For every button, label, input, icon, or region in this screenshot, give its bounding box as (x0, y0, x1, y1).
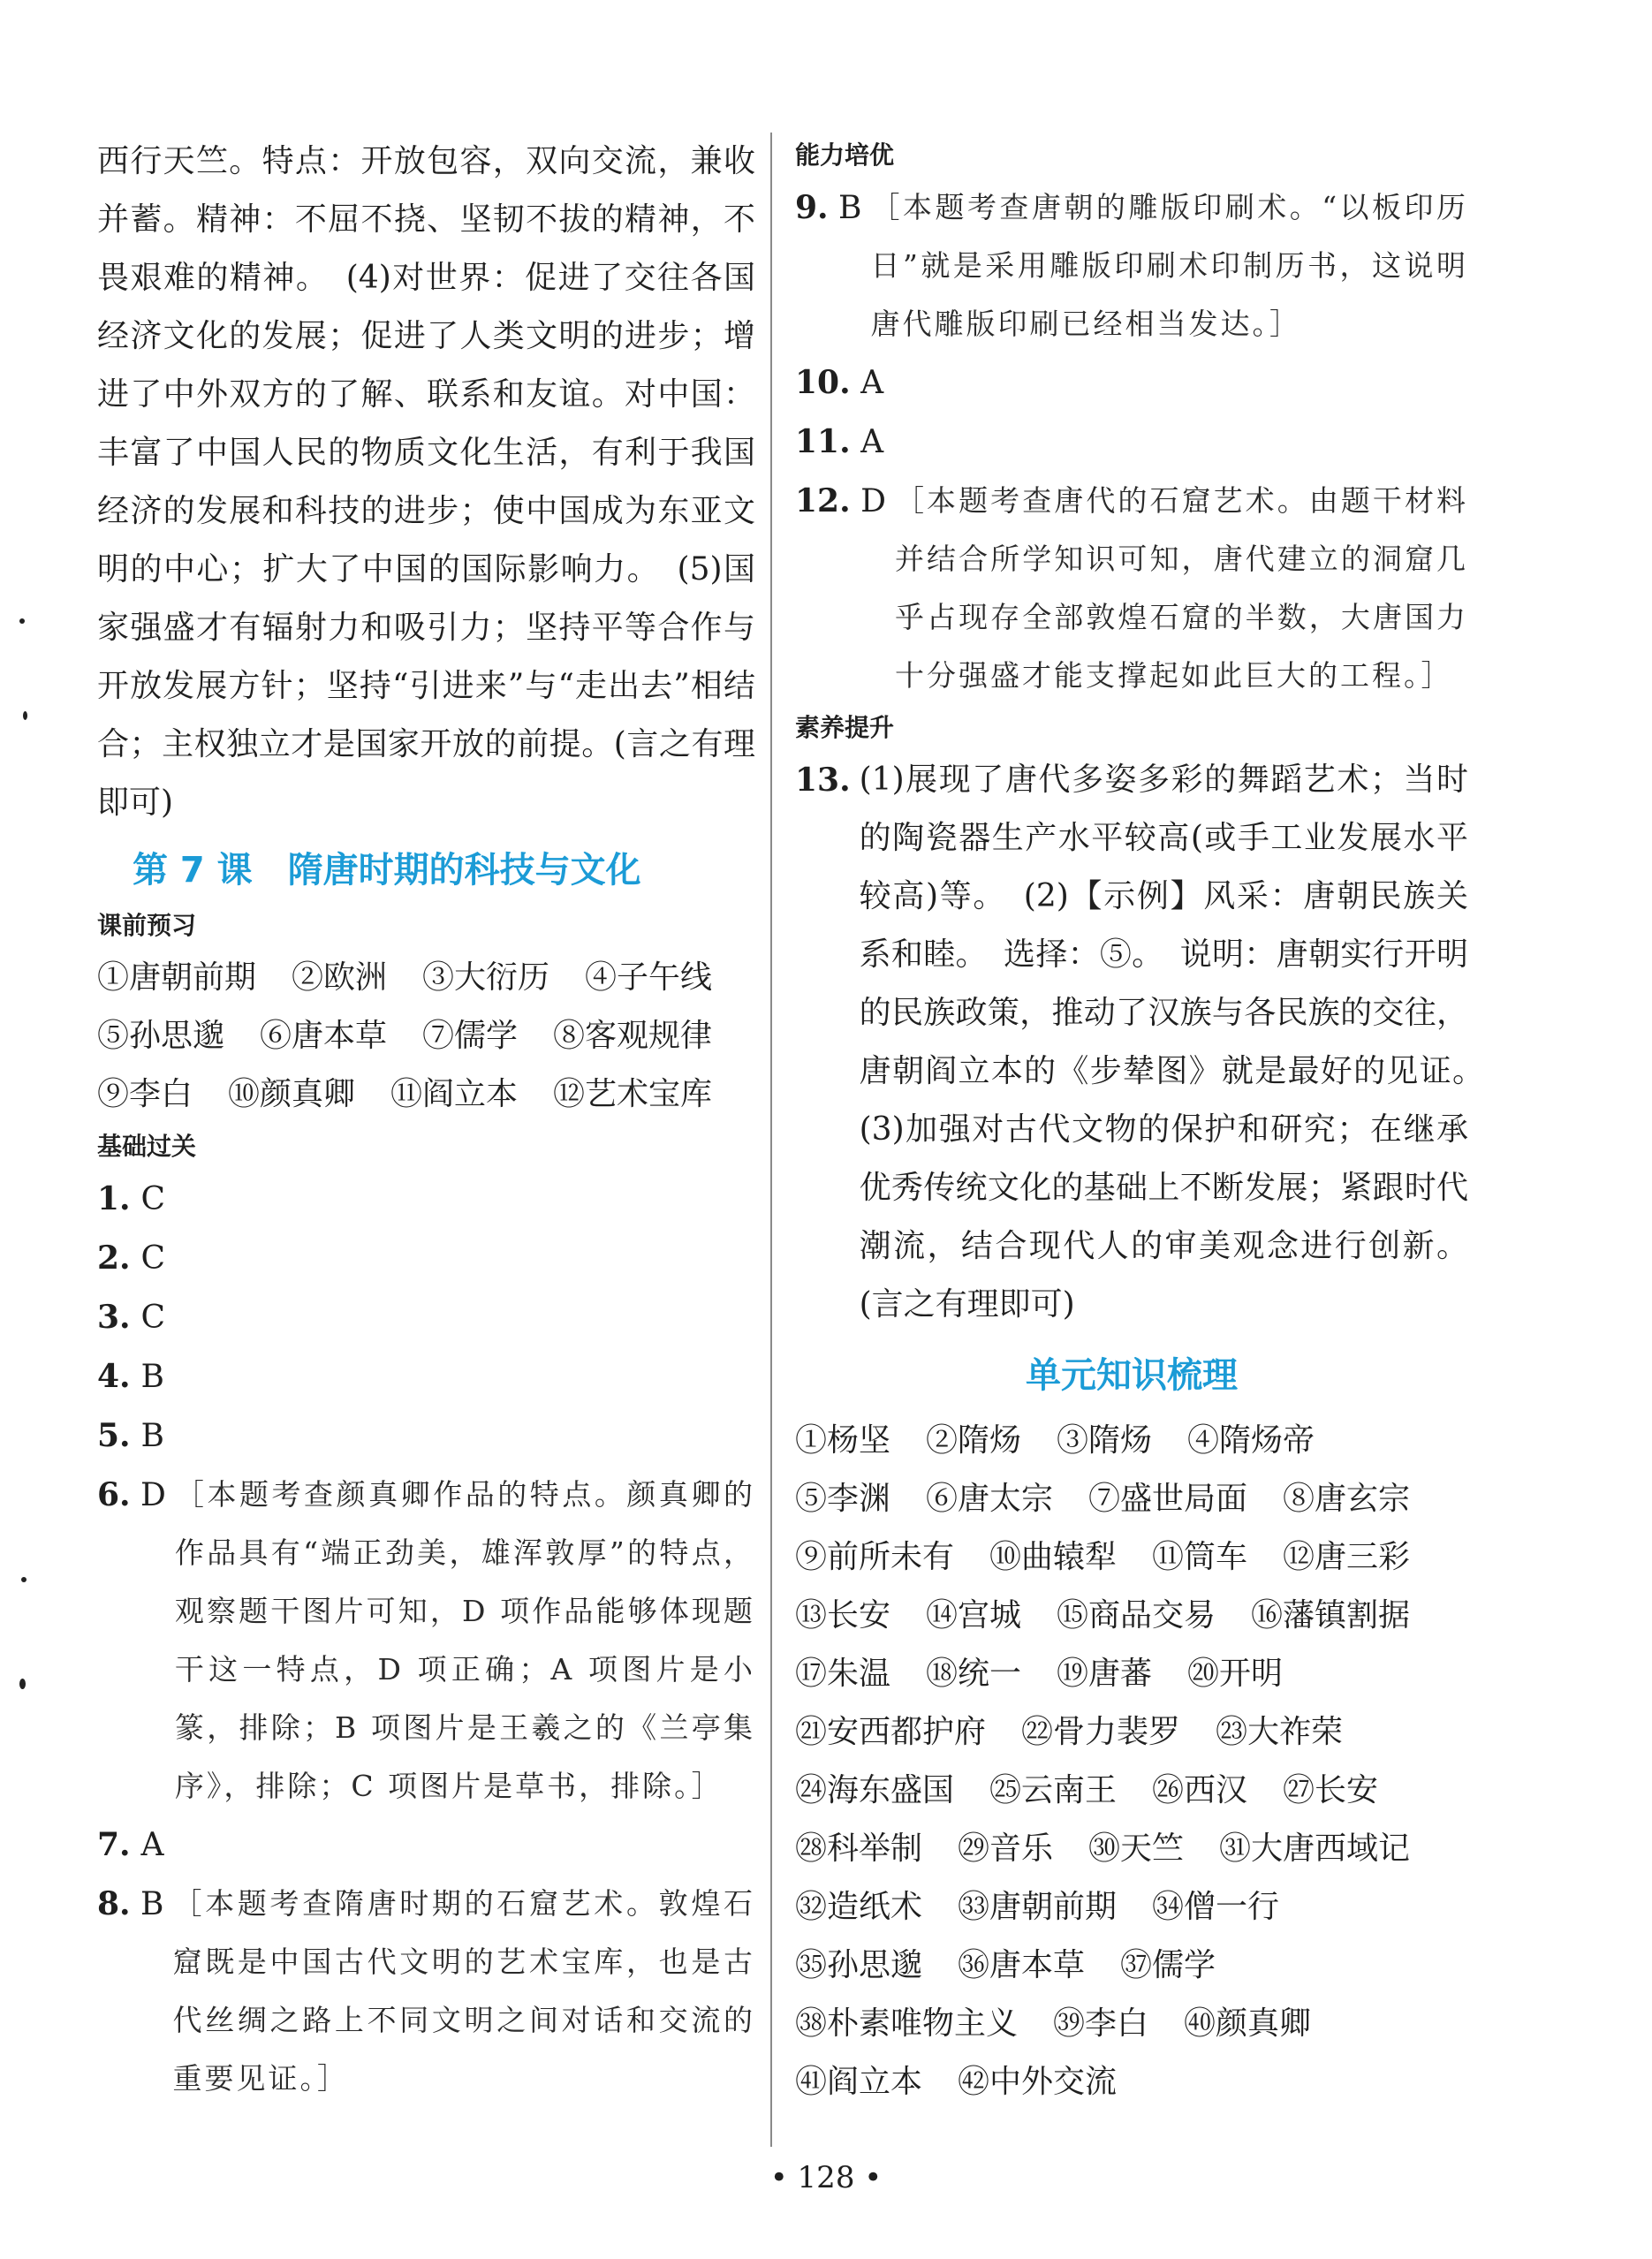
unit-summary-item: ㊵颜真卿 (1184, 2005, 1312, 2042)
question-explanation: ［本题考查唐代的石窟艺术。由题干材料并结合所学知识可知，唐代建立的洞窟几乎占现存全部敦煌石窟的半数，大唐国力十分强盛才能支撑起如此巨大的工程。］ (894, 483, 1468, 693)
preview-answer-item: ⑨李白 (97, 1076, 193, 1112)
unit-summary-item: ①杨坚 (795, 1422, 891, 1459)
basic-answer-row (97, 1347, 755, 1406)
scan-mark (23, 711, 27, 720)
unit-summary-item: ㉚天竺 (1088, 1831, 1185, 1867)
previous-answer-continuation: 西行天竺。特点：开放包容，双向交流，兼收并蓄。精神：不屈不挠、坚韧不拔的精神，不畏艰难的精神。 (4)对世界：促进了交往各国经济文化的发展；促进了人类文明的进步；增进了中外双方的了解、联系和友谊。对中国：丰富了中国人民的物质文化生活，有利于我国经济的发展和科技的进步；使中国成为东亚文明的中心；扩大了中国的国际影响力。 (5)国家强盛才有辐射力和吸引力；坚持平等合作与开放发展方针；坚持“引进来”与“走出去”相结合；主权独立才是国家开放的前提。(言之有理即可) (97, 143, 755, 821)
unit-summary-item: ⑮商品交易 (1057, 1597, 1216, 1634)
unit-summary-item: ㊳朴素唯物主义 (795, 2005, 1019, 2042)
lesson-name: 隋唐时期的科技与文化 (287, 850, 641, 891)
unit-summary-item: ⑲唐蕃 (1057, 1656, 1153, 1692)
unit-summary-item: ⑦盛世局面 (1088, 1481, 1248, 1517)
unit-summary-item: ㊶阎立本 (795, 2064, 923, 2100)
unit-summary-item: ⑯藩镇割据 (1251, 1597, 1411, 1634)
basic-answer-row (97, 1406, 755, 1466)
preview-answer-item: ③大衍历 (422, 959, 550, 996)
unit-summary-item: ㉙音乐 (958, 1831, 1054, 1867)
question-answer: B (140, 1886, 164, 1922)
unit-summary-item: ⑨前所未有 (795, 1539, 955, 1575)
unit-summary-item: ㉞僧一行 (1152, 1889, 1280, 1925)
question-answer: B (140, 1359, 164, 1395)
question-answer: B (838, 190, 862, 226)
scan-mark (21, 1577, 27, 1582)
unit-summary-item: ⑬长安 (795, 1597, 891, 1634)
unit-summary-item: ㉔海东盛国 (795, 1772, 955, 1808)
preview-answer-list (97, 949, 755, 1124)
question-7: 7. A (97, 1826, 164, 1863)
question-answer: D (140, 1477, 166, 1513)
unit-summary-item: ⑥唐太宗 (926, 1481, 1054, 1517)
preview-answer-item: ①唐朝前期 (97, 959, 257, 996)
preview-answer-item: ④子午线 (585, 959, 713, 996)
question-number: 12. (795, 482, 851, 519)
preview-answer-item: ⑤孙思邈 (97, 1018, 225, 1054)
unit-summary-item: ④隋炀帝 (1187, 1422, 1315, 1459)
unit-summary-item: ㊷中外交流 (958, 2064, 1118, 2100)
unit-summary-item: ⑫唐三彩 (1283, 1539, 1411, 1575)
question-number: 5. (97, 1417, 131, 1454)
preview-answer-item: ⑧客观规律 (553, 1018, 713, 1054)
question-number: 9. (795, 189, 829, 226)
basic-answer-row (97, 1170, 755, 1229)
question-explanation: ［本题考查唐朝的雕版印刷术。“以板印历日”就是采用雕版印刷术印制历书，这说明唐代雕版印刷已经相当发达。］ (870, 190, 1468, 341)
scan-mark (19, 618, 25, 624)
lesson-title (133, 839, 755, 901)
question-11: 11. A (795, 423, 884, 460)
section-heading-literacy: 素养提升 (795, 713, 895, 742)
question-10: 10. A (795, 364, 884, 401)
unit-summary-item: ㉛大唐西域记 (1219, 1831, 1411, 1867)
unit-summary-item: ㉕云南王 (989, 1772, 1118, 1808)
unit-summary-item: ㉟孙思邈 (795, 1947, 923, 1983)
unit-summary-item: ㉗长安 (1283, 1772, 1379, 1808)
question-number: 1. (97, 1180, 131, 1217)
question-number: 3. (97, 1299, 131, 1336)
unit-summary-item: ⑤李渊 (795, 1481, 891, 1517)
question-12 (795, 472, 1468, 705)
question-number: 2. (97, 1239, 131, 1277)
question-13 (795, 751, 1501, 1334)
question-8 (97, 1875, 755, 2108)
question-answer: C (140, 1181, 165, 1217)
unit-summary-item: ⑳开明 (1187, 1656, 1284, 1692)
unit-summary-item: ㊲儒学 (1120, 1947, 1216, 1983)
unit-summary-item: ㊱唐本草 (958, 1947, 1086, 1983)
preview-answer-item: ⑪阎立本 (390, 1076, 519, 1112)
unit-summary-item: ㉜造纸术 (795, 1889, 923, 1925)
section-heading-preview: 课前预习 (97, 911, 197, 940)
question-explanation: ［本题考查颜真卿作品的特点。颜真卿的作品具有“端正劲美，雄浑敦厚”的特点，观察题干图片可知，D 项作品能够体现题干这一特点，D 项正确；A 项图片是小篆，排除；B 项图片是王羲之的《兰亭集序》，排除；C 项图片是草书，排除。］ (174, 1477, 755, 1803)
unit-summary-item: ㉑安西都护府 (795, 1714, 987, 1750)
unit-summary-item: ③隋炀 (1057, 1422, 1153, 1459)
question-answer-text: (1)展现了唐代多姿多彩的舞蹈艺术；当时的陶瓷器生产水平较高(或手工业发展水平较高)等。 (2)【示例】风采：唐朝民族关系和睦。 选择：⑤。 说明：唐朝实行开明的民族政策，推动了汉族与各民族的交往，唐朝阎立本的《步辇图》就是最好的见证。 (3)加强对古代文物的保护和研究；在继承优秀传统文化的基础上不断发展；紧跟时代潮流，结合现代人的审美观念进行创新。(言之有理即可) (859, 762, 1501, 1323)
question-answer: C (140, 1300, 165, 1336)
left-column (97, 133, 755, 2108)
question-answer: B (140, 1418, 164, 1454)
unit-summary-item: ⑰朱温 (795, 1656, 891, 1692)
unit-summary-item: ㊴李白 (1053, 2005, 1149, 2042)
column-divider (770, 133, 772, 2147)
right-column (795, 133, 1501, 2111)
unit-summary-item: ⑱统一 (926, 1656, 1022, 1692)
preview-answer-item: ⑥唐本草 (260, 1018, 388, 1054)
scan-mark (19, 1679, 26, 1689)
basic-answer-list (97, 1170, 755, 1466)
section-heading-basic: 基础过关 (97, 1132, 197, 1161)
basic-answer-row (97, 1288, 755, 1347)
unit-summary-item: ㉝唐朝前期 (958, 1889, 1118, 1925)
unit-summary-item: ⑪筒车 (1152, 1539, 1248, 1575)
section-heading-ability: 能力培优 (795, 140, 895, 170)
question-9 (795, 178, 1468, 353)
question-number: 13. (795, 762, 851, 799)
preview-answer-item: ⑫艺术宝库 (553, 1076, 713, 1112)
question-answer: C (140, 1240, 165, 1277)
unit-summary-item: ②隋炀 (926, 1422, 1022, 1459)
basic-answer-row (97, 1229, 755, 1288)
question-explanation: ［本题考查隋唐时期的石窟艺术。敦煌石窟既是中国古代文明的艺术宝库，也是古代丝绸之路上不同文明之间对话和交流的重要见证。］ (172, 1886, 755, 2096)
question-6 (97, 1466, 755, 1816)
unit-summary-title: 单元知识梳理 (1026, 1355, 1238, 1396)
unit-summary-item: ⑧唐玄宗 (1283, 1481, 1411, 1517)
preview-answer-item: ⑦儒学 (422, 1018, 519, 1054)
unit-summary-item: ⑩曲辕犁 (989, 1539, 1118, 1575)
question-answer: D (860, 483, 886, 519)
page-number: • 128 • (769, 2160, 883, 2195)
unit-summary-list (795, 1412, 1468, 2111)
unit-summary-item: ㉓大祚荣 (1216, 1714, 1344, 1750)
preview-answer-item: ②欧洲 (292, 959, 388, 996)
unit-summary-item: ⑭宫城 (926, 1597, 1022, 1634)
unit-summary-item: ㉖西汉 (1152, 1772, 1248, 1808)
unit-summary-item: ㉒骨力裴罗 (1021, 1714, 1181, 1750)
preview-answer-item: ⑩颜真卿 (228, 1076, 356, 1112)
question-number: 8. (97, 1885, 131, 1922)
lesson-label: 第 7 课 (133, 850, 253, 891)
question-number: 4. (97, 1358, 131, 1395)
question-number: 6. (97, 1476, 131, 1513)
unit-summary-item: ㉘科举制 (795, 1831, 923, 1867)
